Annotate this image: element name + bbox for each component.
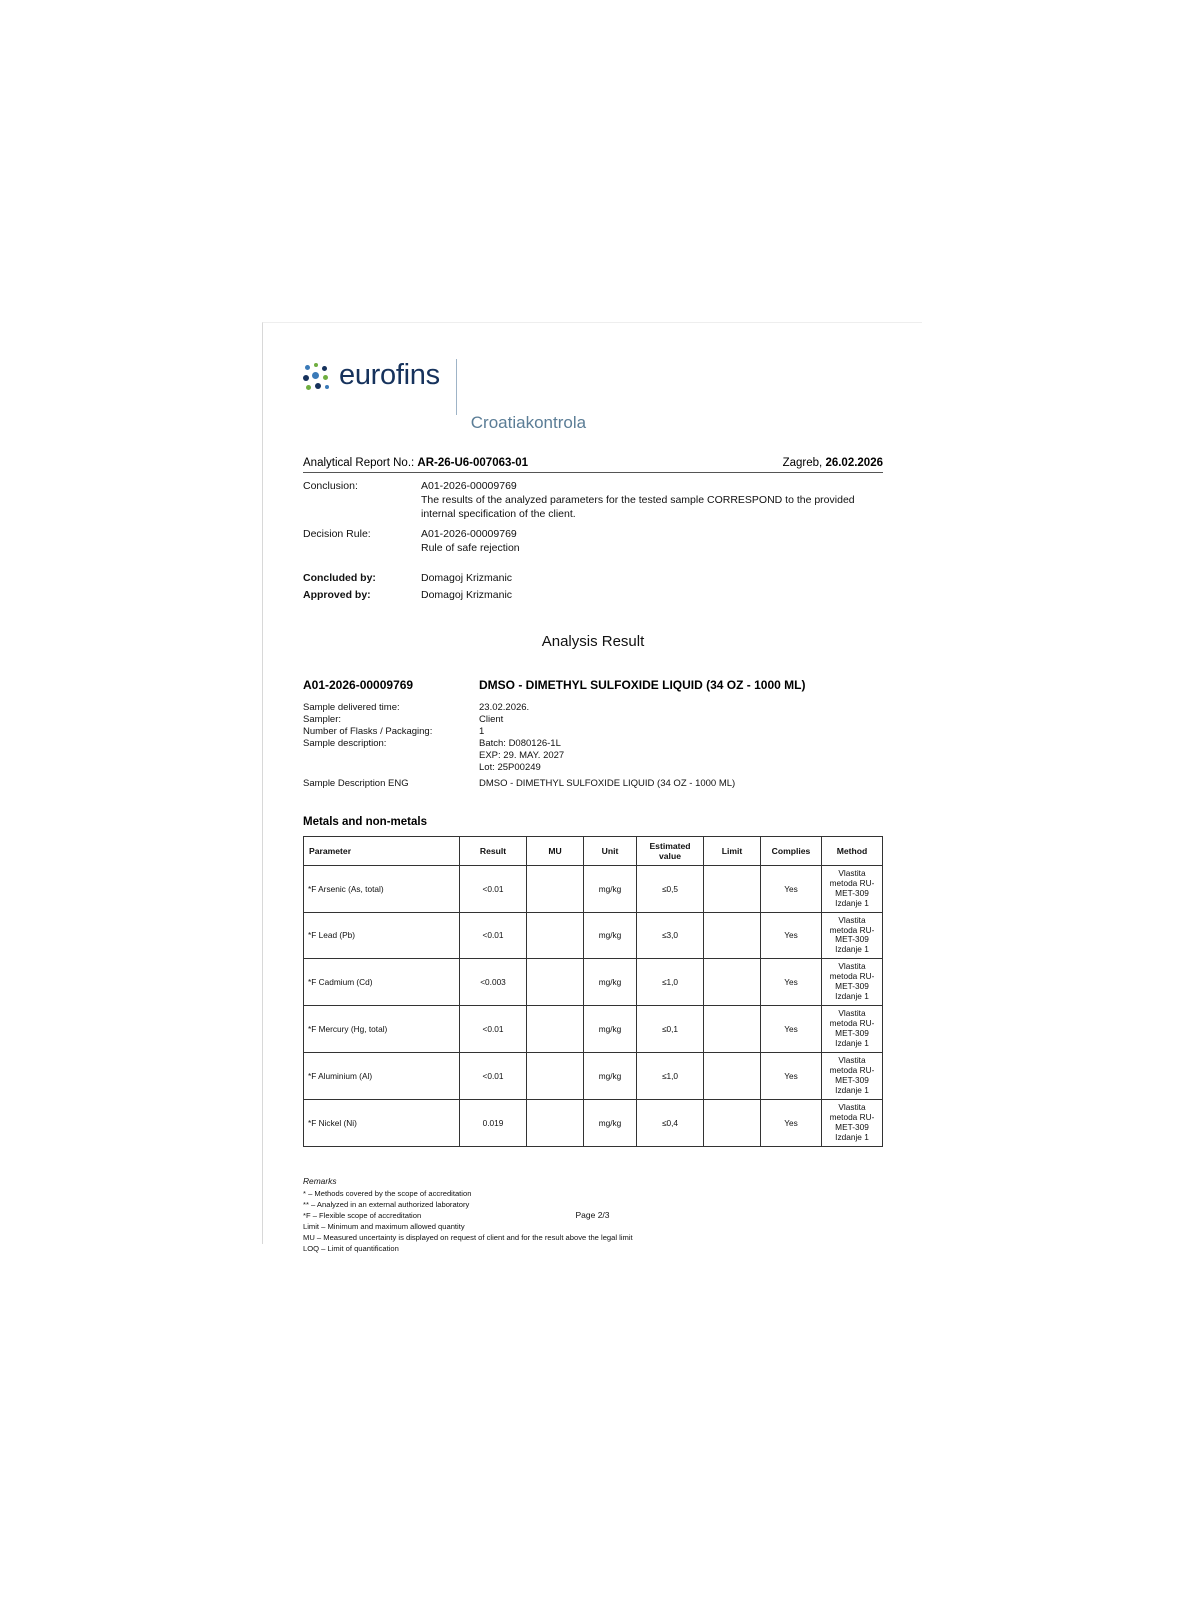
sample-detail-value: 1 [479, 725, 485, 737]
remarks-line: * – Methods covered by the scope of accreditation [303, 1188, 472, 1198]
sample-detail-label: Sample Description ENG [303, 777, 409, 789]
results-table [303, 836, 883, 1147]
cell-unit: mg/kg [584, 1053, 637, 1100]
cell-method: Vlastita metoda RU-MET-309 Izdanje 1 [822, 1006, 883, 1053]
decision-label: Decision Rule: [303, 527, 371, 540]
document-page [262, 322, 922, 1253]
cell-limit [704, 1099, 761, 1146]
cell-estimated: ≤0,5 [637, 865, 704, 912]
cell-result: <0.01 [460, 865, 527, 912]
sample-detail-value: EXP: 29. MAY. 2027 [479, 750, 565, 762]
eurofins-logo-icon [303, 363, 337, 395]
cell-method: Vlastita metoda RU-MET-309 Izdanje 1 [822, 1053, 883, 1100]
sample-detail-value: Client [479, 713, 504, 725]
sample-detail-row [303, 750, 883, 762]
report-number: AR-26-U6-007063-01 [417, 457, 529, 469]
cell-estimated: ≤1,0 [637, 959, 704, 1006]
conclusion-row [303, 480, 883, 522]
sample-detail-label: Sampler: [303, 713, 342, 725]
cell-parameter: *F Nickel (Ni) [304, 1099, 460, 1146]
cell-unit: mg/kg [584, 865, 637, 912]
report-label: Analytical Report No.: [303, 457, 415, 469]
approved-by-label: Approved by: [303, 588, 371, 601]
table-row [304, 1006, 883, 1053]
page-footer: Page 2/3 [575, 1210, 610, 1220]
cell-complies: Yes [761, 959, 822, 1006]
cell-complies: Yes [761, 865, 822, 912]
cell-estimated: ≤1,0 [637, 1053, 704, 1100]
sample-detail-label: Sample description: [303, 738, 387, 750]
cell-estimated: ≤3,0 [637, 912, 704, 959]
sample-detail-value: 23.02.2026. [479, 701, 530, 713]
col-header-estimated-value: Estimated value [637, 836, 704, 865]
cell-complies: Yes [761, 1099, 822, 1146]
cell-parameter: *F Aluminium (Al) [304, 1053, 460, 1100]
col-header-parameter: Parameter [304, 836, 460, 865]
cell-mu [527, 912, 584, 959]
sample-detail-row [303, 778, 883, 790]
remarks-line: MU – Measured uncertainty is displayed on request of client and for the result above the legal limit [303, 1232, 633, 1242]
remarks-title: Remarks [303, 1175, 337, 1186]
sample-detail-value: DMSO - DIMETHYL SULFOXIDE LIQUID (34 OZ - 1000 ML) [479, 777, 736, 789]
cell-parameter: *F Lead (Pb) [304, 912, 460, 959]
cell-method: Vlastita metoda RU-MET-309 Izdanje 1 [822, 1099, 883, 1146]
cell-method: Vlastita metoda RU-MET-309 Izdanje 1 [822, 865, 883, 912]
sample-detail-label [303, 762, 479, 774]
report-date: 26.02.2026 [825, 457, 883, 469]
cell-limit [704, 865, 761, 912]
concluded-by-row [303, 572, 883, 586]
approved-by-row [303, 589, 883, 603]
cell-parameter: *F Cadmium (Cd) [304, 959, 460, 1006]
conclusion-label: Conclusion: [303, 480, 358, 492]
cell-mu [527, 1099, 584, 1146]
remarks-line: Limit – Minimum and maximum allowed quantity [303, 1221, 465, 1231]
col-header-result: Result [460, 836, 527, 865]
conclusion-id: A01-2026-00009769 [421, 480, 517, 492]
col-header-limit: Limit [704, 836, 761, 865]
decision-text: Rule of safe rejection [421, 541, 520, 554]
cell-unit: mg/kg [584, 912, 637, 959]
sample-detail-row [303, 702, 883, 714]
col-header-method: Method [822, 836, 883, 865]
cell-mu [527, 865, 584, 912]
brand-header [303, 343, 883, 439]
sample-detail-label: Number of Flasks / Packaging: [303, 725, 433, 737]
sample-detail-row [303, 726, 883, 738]
cell-mu [527, 1006, 584, 1053]
results-section-title: Metals and non-metals [303, 815, 427, 828]
cell-unit: mg/kg [584, 959, 637, 1006]
cell-mu [527, 1053, 584, 1100]
sample-detail-row [303, 762, 883, 774]
cell-result: <0.01 [460, 1053, 527, 1100]
cell-parameter: *F Mercury (Hg, total) [304, 1006, 460, 1053]
approved-by-value: Domagoj Krizmanic [421, 588, 513, 601]
col-header-mu: MU [527, 836, 584, 865]
cell-limit [704, 959, 761, 1006]
remarks-line: ** – Analyzed in an external authorized laboratory [303, 1199, 470, 1209]
cell-result: <0.003 [460, 959, 527, 1006]
cell-mu [527, 959, 584, 1006]
sample-header [303, 678, 883, 692]
remarks-line: *F – Flexible scope of accreditation [303, 1210, 422, 1220]
decision-id: A01-2026-00009769 [421, 527, 517, 540]
cell-unit: mg/kg [584, 1006, 637, 1053]
sample-detail-row [303, 714, 883, 726]
cell-unit: mg/kg [584, 1099, 637, 1146]
results-table-header-row [304, 836, 883, 865]
table-row [304, 1099, 883, 1146]
table-row [304, 912, 883, 959]
brand-divider [456, 359, 457, 415]
col-header-unit: Unit [584, 836, 637, 865]
sample-detail-value: Lot: 25P00249 [479, 762, 541, 774]
remarks-line: LOQ – Limit of quantification [303, 1243, 399, 1253]
concluded-by-value: Domagoj Krizmanic [421, 571, 513, 584]
table-row [304, 865, 883, 912]
cell-result: 0.019 [460, 1099, 527, 1146]
cell-method: Vlastita metoda RU-MET-309 Izdanje 1 [822, 959, 883, 1006]
concluded-by-label: Concluded by: [303, 571, 376, 584]
cell-complies: Yes [761, 1053, 822, 1100]
cell-estimated: ≤0,1 [637, 1006, 704, 1053]
decision-rule-row [303, 528, 883, 556]
sample-detail-label: Sample delivered time: [303, 701, 400, 713]
table-row [304, 959, 883, 1006]
report-city: Zagreb, [782, 457, 823, 469]
cell-limit [704, 912, 761, 959]
sample-id: A01-2026-00009769 [303, 677, 414, 692]
cell-method: Vlastita metoda RU-MET-309 Izdanje 1 [822, 912, 883, 959]
table-row [304, 1053, 883, 1100]
brand-subtitle: Croatiakontrola [470, 413, 587, 432]
cell-result: <0.01 [460, 1006, 527, 1053]
conclusion-text: The results of the analyzed parameters for the tested sample CORRESPOND to the provided internal specification of the client. [421, 493, 855, 520]
sample-detail-value: Batch: D080126-1L [479, 738, 561, 750]
cell-limit [704, 1006, 761, 1053]
cell-complies: Yes [761, 912, 822, 959]
sample-detail-label [303, 750, 479, 762]
col-header-complies: Complies [761, 836, 822, 865]
report-meta [303, 480, 883, 603]
cell-estimated: ≤0,4 [637, 1099, 704, 1146]
sample-name: DMSO - DIMETHYL SULFOXIDE LIQUID (34 OZ - 1000 ML) [479, 677, 806, 692]
brand-name: eurofins [339, 359, 440, 391]
analysis-result-title: Analysis Result [541, 632, 645, 650]
cell-complies: Yes [761, 1006, 822, 1053]
cell-parameter: *F Arsenic (As, total) [304, 865, 460, 912]
sample-detail-row [303, 738, 883, 750]
cell-result: <0.01 [460, 912, 527, 959]
cell-limit [704, 1053, 761, 1100]
report-header-line [303, 457, 883, 473]
sample-details [303, 702, 883, 790]
